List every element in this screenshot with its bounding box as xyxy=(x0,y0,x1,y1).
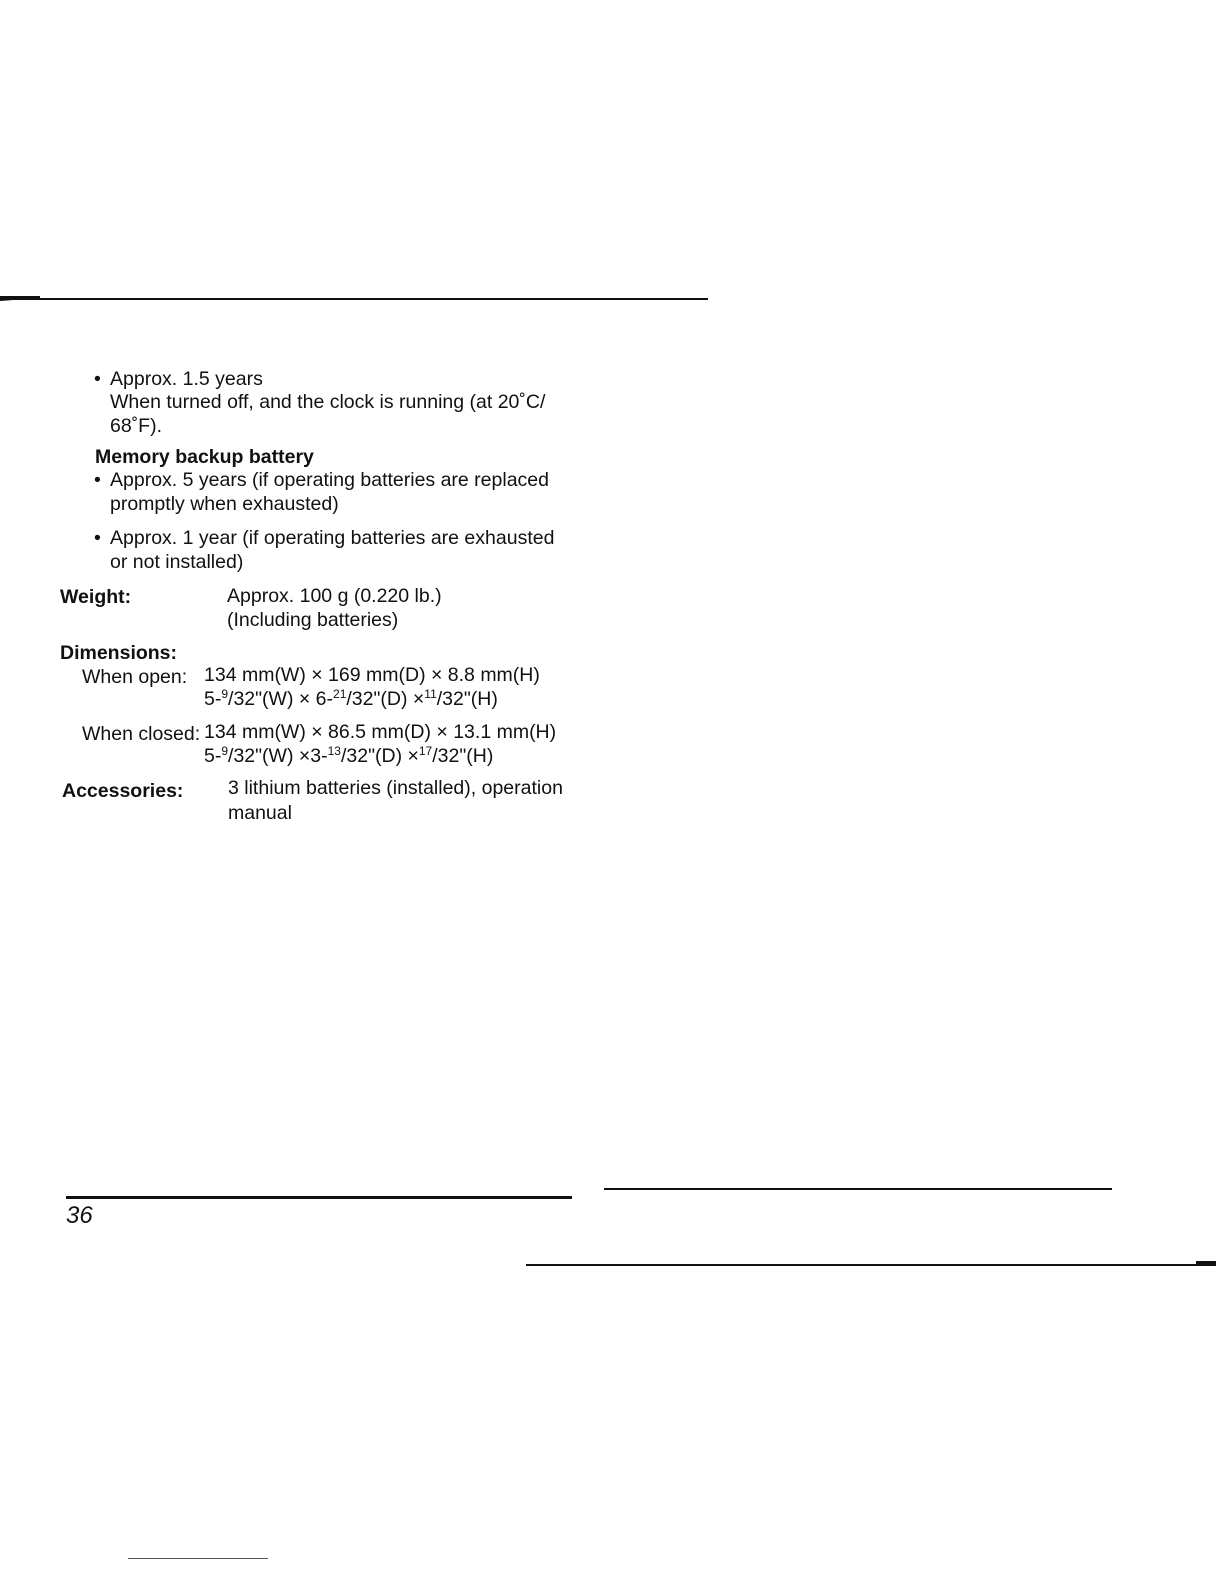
when-open-label: When open: xyxy=(82,666,188,688)
accessories-label: Accessories: xyxy=(62,780,184,802)
when-closed-metric: 134 mm(W) × 86.5 mm(D) × 13.1 mm(H) xyxy=(204,721,557,743)
bullet-item-1 xyxy=(110,367,263,391)
top-rule xyxy=(0,298,708,300)
bullet-1-line-3: 68˚F). xyxy=(110,415,163,437)
when-open-metric: 134 mm(W) × 169 mm(D) × 8.8 mm(H) xyxy=(204,664,540,686)
dimensions-label: Dimensions: xyxy=(60,642,178,664)
bullet-3-line-1: Approx. 1 year (if operating batteries are exhausted xyxy=(110,527,555,549)
weight-value-line-1: Approx. 100 g (0.220 lb.) xyxy=(227,585,442,607)
page-number: 36 xyxy=(66,1202,93,1229)
bullet-1-line-2: When turned off, and the clock is running (at 20˚C/ xyxy=(110,391,546,413)
memory-backup-heading: Memory backup battery xyxy=(95,446,314,468)
bullet-2-line-2: promptly when exhausted) xyxy=(110,493,339,515)
weight-label: Weight: xyxy=(60,586,132,608)
bullet-1-line-1: Approx. 1.5 years xyxy=(110,368,263,390)
weight-value-line-2: (Including batteries) xyxy=(227,609,399,631)
bullet-2-line-1: Approx. 5 years (if operating batteries are replaced xyxy=(110,469,549,491)
accessories-value-line-2: manual xyxy=(228,802,292,824)
bullet-item-2 xyxy=(110,468,549,492)
lower-rule xyxy=(526,1264,1216,1266)
when-closed-imperial: 5-$^9$/32"(W) ×3-$^{13}$/32"(D) ×$^{17}$/32"(H) xyxy=(204,744,494,767)
when-open-imperial: 5-$^9$/32"(W) × 6-$^{21}$/32"(D) ×$^{11}$/32"(H) xyxy=(204,687,498,710)
when-closed-label: When closed: xyxy=(82,723,201,745)
bottom-rule-left xyxy=(66,1196,572,1199)
accessories-value-line-1: 3 lithium batteries (installed), operation xyxy=(228,777,563,799)
bullet-item-3 xyxy=(110,526,554,550)
lower-rule-cap xyxy=(1196,1261,1216,1266)
footer-rule xyxy=(128,1558,268,1559)
bullet-3-line-2: or not installed) xyxy=(110,551,244,573)
bottom-rule-right xyxy=(604,1188,1112,1190)
